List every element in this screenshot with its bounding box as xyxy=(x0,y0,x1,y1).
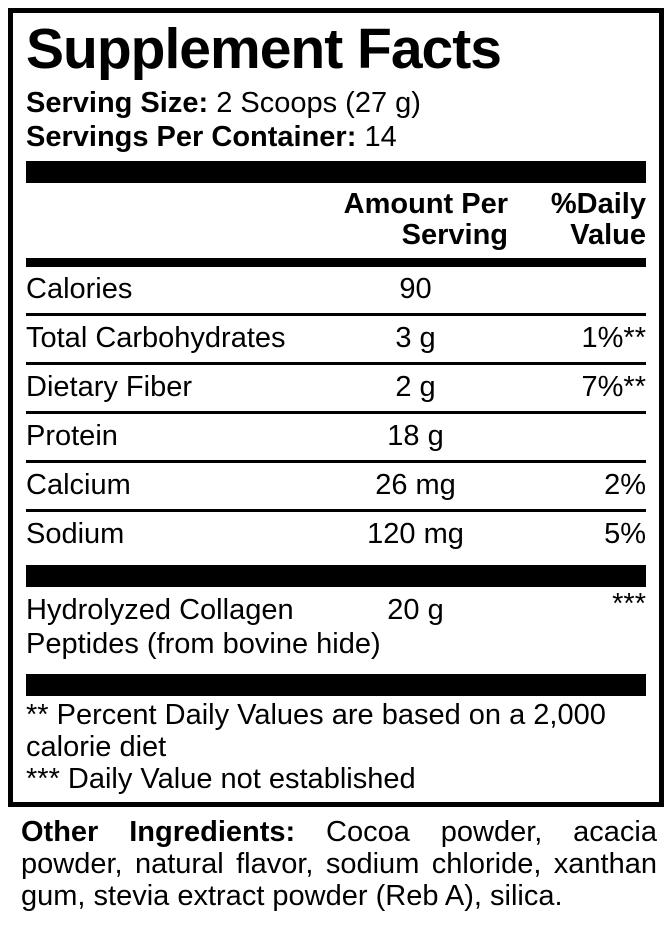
separator-bar-thick xyxy=(26,565,646,587)
nutrient-amount: 120 mg xyxy=(367,518,464,550)
nutrient-daily-value: 2% xyxy=(604,469,646,501)
serving-size-line xyxy=(26,86,646,120)
nutrient-name-line1: Hydrolyzed Collagen xyxy=(26,594,294,626)
nutrient-daily-value: *** xyxy=(612,588,646,620)
table-row-total-carbohydrates xyxy=(26,313,646,362)
other-ingredients-text: Cocoa powder, acacia powder, natural flavor, sodium chloride, xanthan gum, stevia extract powder (Reb A), silica. xyxy=(21,816,658,912)
separator-bar-thick xyxy=(26,674,646,696)
servings-per-container-value: 14 xyxy=(364,121,397,153)
nutrient-name-line2: Peptides (from bovine hide) xyxy=(26,628,381,660)
table-row-protein xyxy=(26,411,646,460)
nutrient-amount: 3 g xyxy=(395,322,436,354)
nutrient-daily-value: 5% xyxy=(604,518,646,550)
separator-bar-thick xyxy=(26,161,646,183)
table-row-dietary-fiber xyxy=(26,362,646,411)
nutrient-name: Protein xyxy=(26,420,118,452)
table-row-sodium xyxy=(26,509,646,558)
panel-title: Supplement Facts xyxy=(26,17,501,81)
nutrient-amount: 18 g xyxy=(387,420,444,452)
serving-size-value: 2 Scoops (27 g) xyxy=(216,87,421,119)
nutrient-daily-value: 7%** xyxy=(581,371,646,403)
nutrient-amount: 90 xyxy=(399,273,432,305)
nutrient-amount: 20 g xyxy=(387,594,444,626)
footnote-percent-daily-values: ** Percent Daily Values are based on a 2,000 calorie diet xyxy=(26,699,606,763)
nutrient-name: Calories xyxy=(26,273,133,305)
nutrient-name: Calcium xyxy=(26,469,131,501)
serving-size-label: Serving Size: xyxy=(26,87,209,119)
servings-per-container-label: Servings Per Container: xyxy=(26,121,357,153)
nutrient-name: Sodium xyxy=(26,518,125,550)
nutrient-amount: 2 g xyxy=(395,371,436,403)
nutrient-name: Dietary Fiber xyxy=(26,371,192,403)
nutrient-name: Total Carbohydrates xyxy=(26,322,286,354)
nutrient-amount: 26 mg xyxy=(375,469,456,501)
table-row-calcium xyxy=(26,460,646,509)
header-daily-value: %Daily Value xyxy=(550,188,646,251)
footnotes xyxy=(26,696,646,802)
header-amount-per-serving: Amount Per Serving xyxy=(343,188,508,251)
table-row-hydrolyzed-collagen xyxy=(26,587,646,667)
header-spacer xyxy=(26,189,323,251)
footnote-daily-value-not-established: *** Daily Value not established xyxy=(26,763,416,795)
other-ingredients-label: Other Ingredients: xyxy=(21,816,296,848)
separator-bar-medium xyxy=(26,258,646,267)
nutrient-table xyxy=(26,267,646,558)
servings-per-container-line xyxy=(26,120,646,154)
table-row-calories xyxy=(26,267,646,313)
supplement-facts-panel xyxy=(8,8,664,807)
other-ingredients xyxy=(21,816,657,912)
nutrient-daily-value: 1%** xyxy=(581,322,646,354)
column-header-row xyxy=(26,183,646,258)
